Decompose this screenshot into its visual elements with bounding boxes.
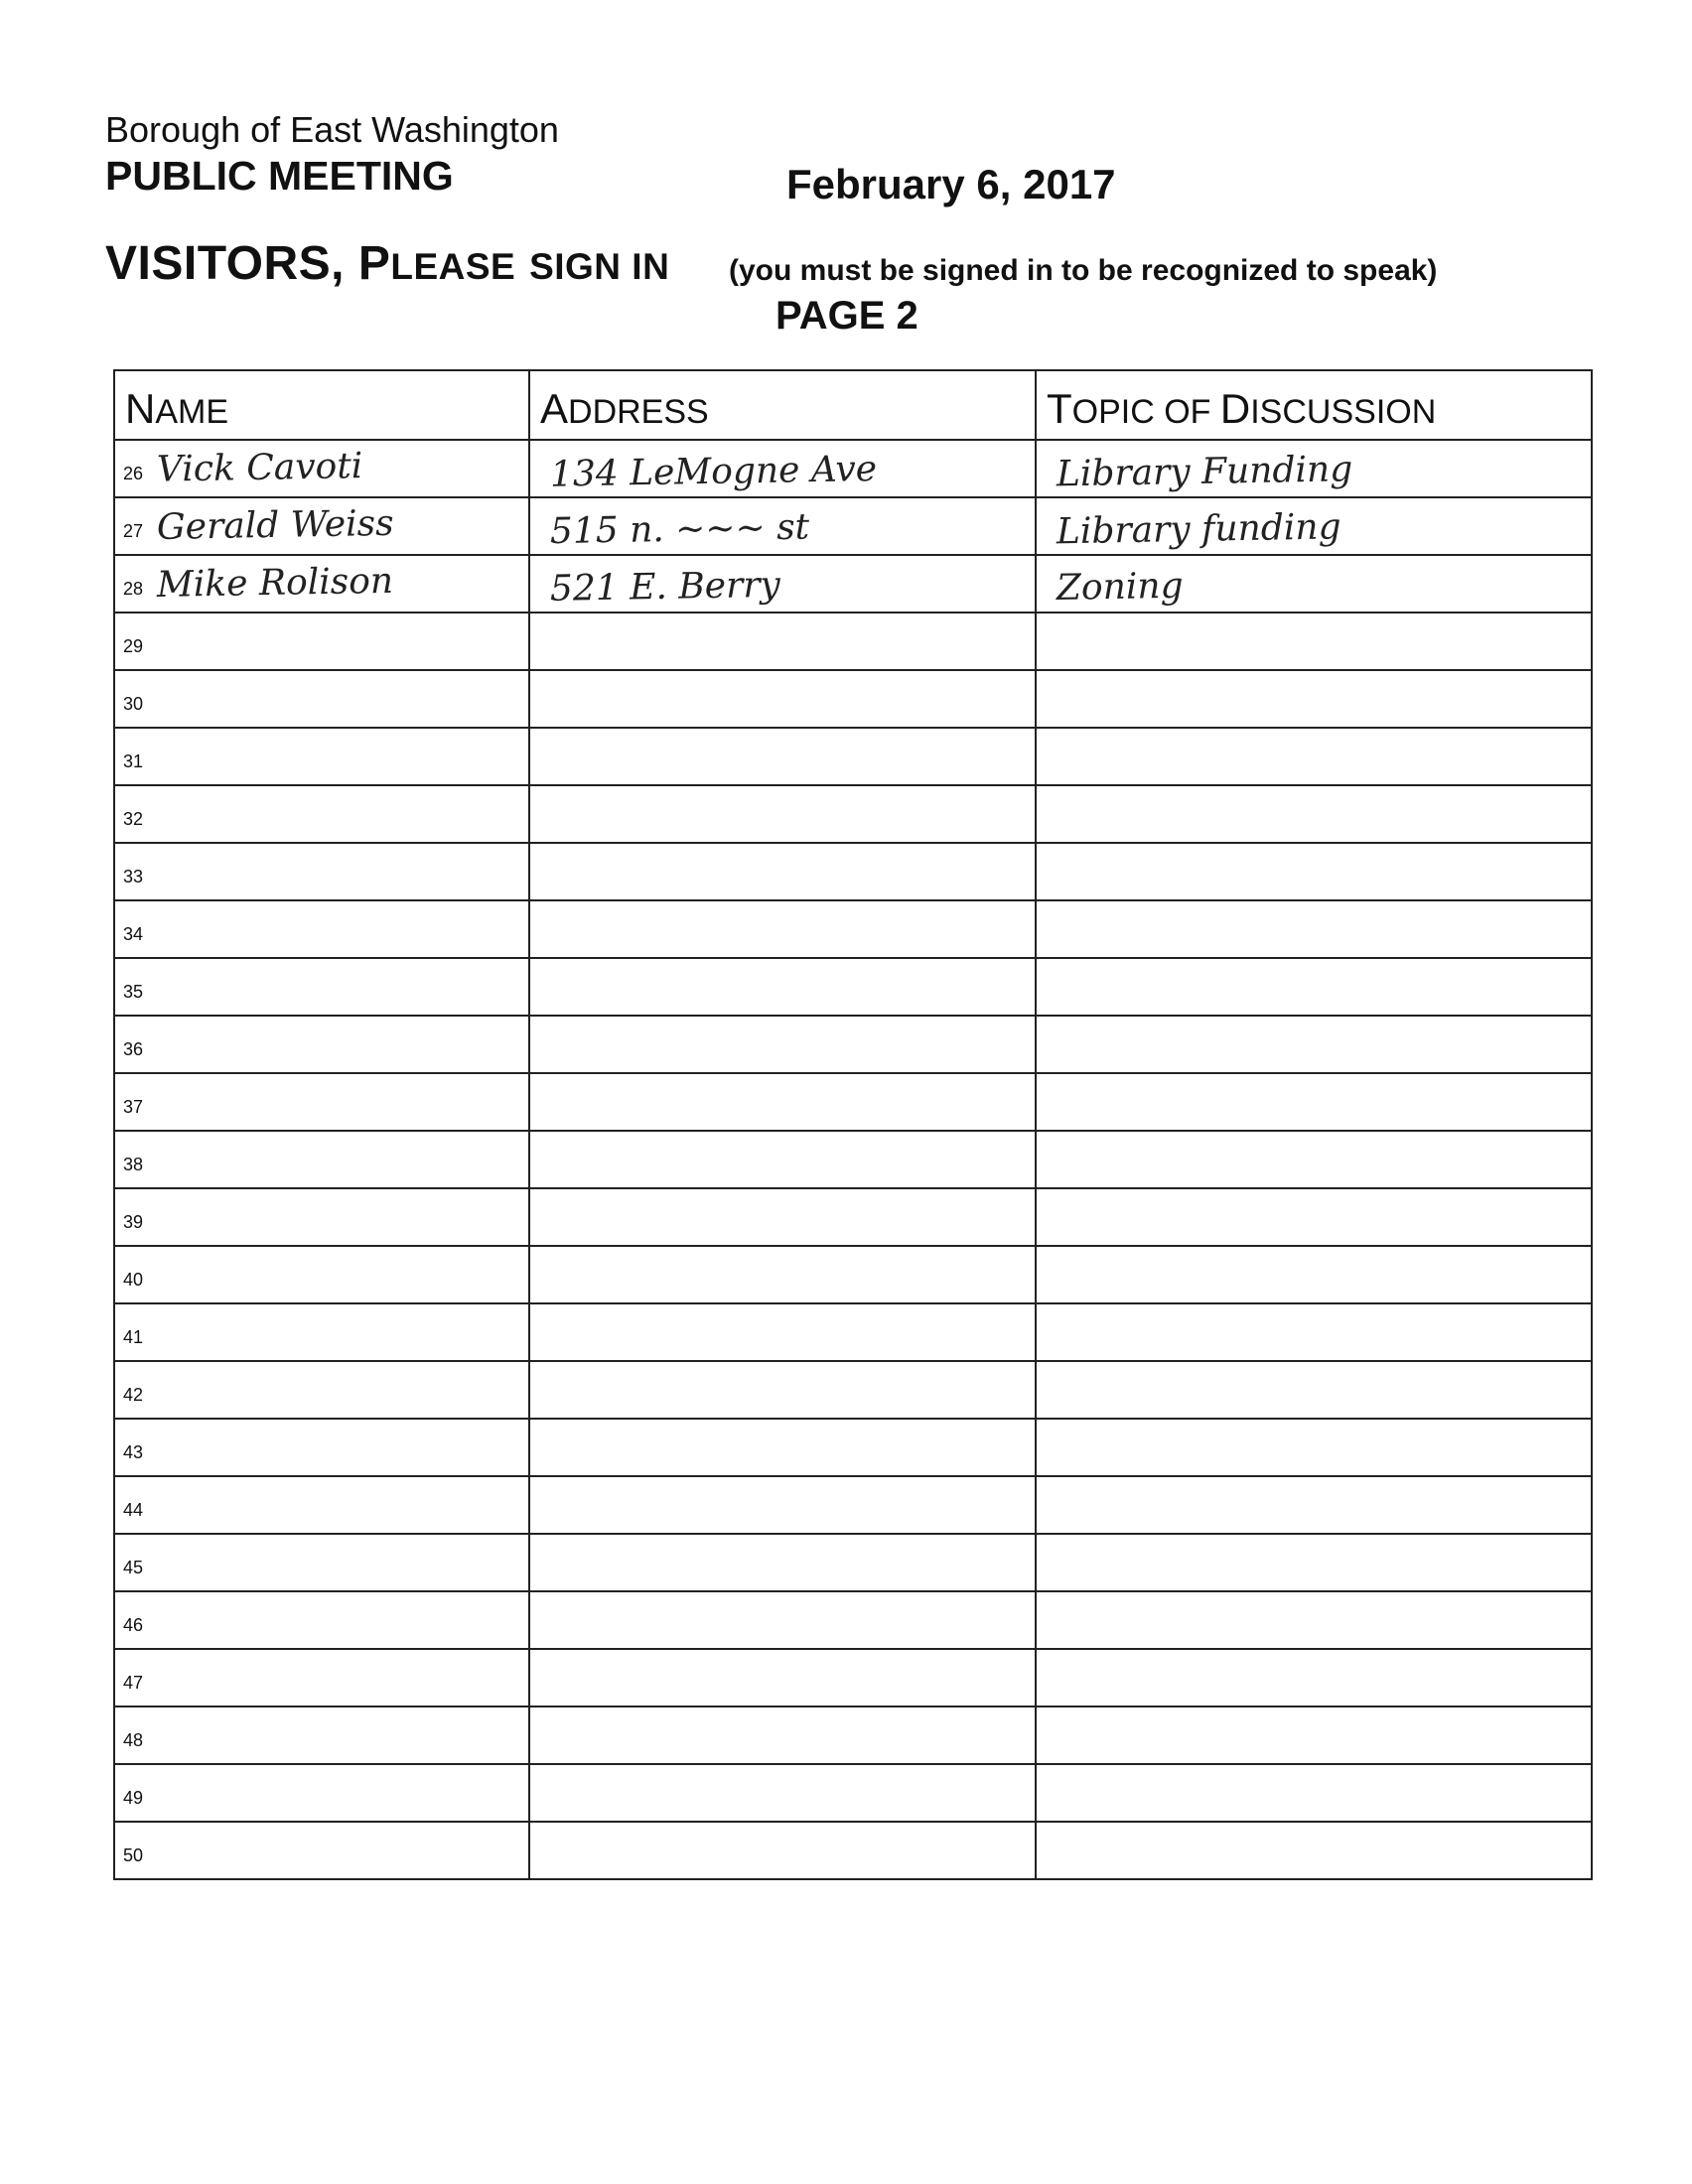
topic-cell [1036, 1706, 1592, 1764]
table-row [114, 1361, 1592, 1419]
meeting-date: February 6, 2017 [786, 161, 1116, 207]
topic-cell [1036, 613, 1592, 670]
name-cell [114, 1016, 529, 1073]
name-cell [114, 1303, 529, 1361]
visitor-name [143, 936, 157, 940]
row-number: 46 [123, 1615, 144, 1635]
visitor-topic [1037, 775, 1057, 779]
row-number: 49 [123, 1788, 144, 1808]
visitor-name [143, 1454, 157, 1458]
visitor-name [143, 1742, 157, 1746]
column-header-topic-rest-2: ISCUSSION [1250, 393, 1437, 431]
visitor-name [143, 994, 157, 998]
row-number: 38 [123, 1155, 144, 1174]
visitor-topic [1037, 1639, 1057, 1643]
row-number: 48 [123, 1730, 144, 1750]
table-row [114, 1188, 1592, 1246]
table-row [114, 613, 1592, 670]
table-row [114, 958, 1592, 1016]
visitor-address [530, 1869, 550, 1873]
topic-cell [1036, 1822, 1592, 1879]
visitor-name [143, 763, 157, 767]
address-cell [529, 1706, 1036, 1764]
visitor-topic [1037, 1812, 1057, 1816]
table-row [114, 843, 1592, 900]
visitor-topic [1037, 1697, 1057, 1701]
address-cell [529, 1649, 1036, 1706]
topic-cell [1036, 1188, 1592, 1246]
table-row [114, 900, 1592, 958]
name-cell [114, 1131, 529, 1188]
visitor-name [143, 1512, 157, 1516]
table-row [114, 1764, 1592, 1822]
row-number: 42 [123, 1385, 144, 1405]
name-cell [114, 670, 529, 728]
name-cell [114, 1073, 529, 1131]
visitor-address [530, 660, 550, 664]
address-cell [529, 1131, 1036, 1188]
row-number: 39 [123, 1212, 144, 1232]
topic-cell [1036, 1419, 1592, 1476]
table-row [114, 670, 1592, 728]
visitor-name: Vick Cavoti [156, 446, 363, 490]
visitor-name [143, 648, 157, 652]
topic-cell [1036, 843, 1592, 900]
address-cell [529, 1534, 1036, 1591]
name-cell [114, 1649, 529, 1706]
name-cell [114, 1534, 529, 1591]
visitor-topic: Library Funding [1056, 449, 1353, 495]
meeting-title: PUBLIC MEETING [105, 153, 454, 199]
visitor-address [530, 1121, 550, 1125]
visitor-address [530, 833, 550, 837]
visitor-topic [1037, 1121, 1057, 1125]
table-row [114, 1649, 1592, 1706]
row-number: 36 [123, 1039, 144, 1059]
address-cell [529, 1073, 1036, 1131]
visitor-topic [1037, 1409, 1057, 1413]
visitor-topic [1037, 948, 1057, 952]
column-header-topic-rest: OPIC OF [1071, 393, 1220, 431]
visitor-topic [1037, 1294, 1057, 1297]
visitor-name [143, 1857, 157, 1861]
column-header-name [114, 370, 529, 440]
topic-cell [1036, 670, 1592, 728]
table-row [114, 1131, 1592, 1188]
topic-cell [1036, 900, 1592, 958]
visitor-topic [1037, 1178, 1057, 1182]
topic-cell [1036, 1476, 1592, 1534]
visitor-address [530, 1006, 550, 1010]
row-number: 30 [123, 694, 144, 714]
visitor-address [530, 1236, 550, 1240]
visitor-address [530, 1466, 550, 1470]
address-cell [529, 1016, 1036, 1073]
address-cell [529, 440, 1036, 497]
name-cell [114, 613, 529, 670]
visitor-topic [1037, 1466, 1057, 1470]
name-cell [114, 900, 529, 958]
sign-in-heading-smallcaps: LEASE [390, 246, 516, 287]
address-cell [529, 1303, 1036, 1361]
visitor-topic [1037, 660, 1057, 664]
visitor-address [530, 1754, 550, 1758]
column-header-name-cap: N [125, 385, 156, 432]
visitor-name [143, 1570, 157, 1573]
name-cell [114, 1476, 529, 1534]
name-cell [114, 1591, 529, 1649]
table-row [114, 1303, 1592, 1361]
sign-in-rows [114, 440, 1592, 1879]
name-cell [114, 1822, 529, 1879]
name-cell [114, 440, 529, 497]
name-cell [114, 1361, 529, 1419]
column-header-topic [1036, 370, 1592, 440]
sign-in-heading-smallcaps-2: SIGN IN [529, 246, 670, 287]
visitor-address [530, 1063, 550, 1067]
name-cell [114, 555, 529, 613]
visitor-address: 521 E. Berry [549, 564, 781, 610]
row-number: 31 [123, 751, 144, 771]
visitor-topic [1037, 1581, 1057, 1585]
name-cell [114, 1706, 529, 1764]
topic-cell [1036, 497, 1592, 555]
visitor-address: 515 n. ~~~ st [549, 506, 810, 553]
name-cell [114, 958, 529, 1016]
visitor-topic: Library funding [1056, 506, 1341, 553]
visitor-address [530, 1639, 550, 1643]
visitor-name [143, 1166, 157, 1170]
address-cell [529, 1476, 1036, 1534]
topic-cell [1036, 1649, 1592, 1706]
row-number: 43 [123, 1442, 144, 1462]
page-number: PAGE 2 [776, 294, 918, 338]
visitor-name [143, 1685, 157, 1689]
name-cell [114, 785, 529, 843]
table-row [114, 440, 1592, 497]
visitor-address [530, 1409, 550, 1413]
column-header-address-rest: DDRESS [568, 393, 709, 431]
row-number: 47 [123, 1673, 144, 1693]
visitor-topic [1037, 890, 1057, 894]
topic-cell [1036, 785, 1592, 843]
visitor-address [530, 1581, 550, 1585]
visitor-topic: Zoning [1056, 565, 1184, 609]
visitor-address [530, 1178, 550, 1182]
row-number: 44 [123, 1500, 144, 1520]
table-row [114, 785, 1592, 843]
table-row [114, 1016, 1592, 1073]
address-cell [529, 785, 1036, 843]
visitor-name [143, 1627, 157, 1631]
visitor-address [530, 890, 550, 894]
row-number: 45 [123, 1558, 144, 1577]
visitor-address [530, 1697, 550, 1701]
visitor-name [143, 879, 157, 883]
address-cell [529, 1246, 1036, 1303]
table-row [114, 1591, 1592, 1649]
sign-in-heading-part: VISITORS, P [105, 237, 391, 290]
sign-in-heading-space [515, 237, 529, 290]
visitor-name [143, 1282, 157, 1286]
address-cell [529, 1764, 1036, 1822]
table-row [114, 1706, 1592, 1764]
visitor-name: Gerald Weiss [156, 502, 394, 548]
topic-cell [1036, 555, 1592, 613]
row-number: 34 [123, 924, 144, 944]
row-number: 27 [123, 521, 144, 541]
topic-cell [1036, 728, 1592, 785]
visitor-topic [1037, 718, 1057, 722]
topic-cell [1036, 1303, 1592, 1361]
table-row [114, 555, 1592, 613]
address-cell [529, 900, 1036, 958]
address-cell [529, 958, 1036, 1016]
visitor-name [143, 1051, 157, 1055]
name-cell [114, 1246, 529, 1303]
topic-cell [1036, 1591, 1592, 1649]
visitor-name [143, 1109, 157, 1113]
row-number: 37 [123, 1097, 144, 1117]
topic-cell [1036, 1016, 1592, 1073]
name-cell [114, 843, 529, 900]
table-row [114, 1073, 1592, 1131]
column-header-topic-cap-2: D [1219, 385, 1251, 432]
topic-cell [1036, 1361, 1592, 1419]
visitor-address: 134 LeMogne Ave [549, 448, 878, 495]
name-cell [114, 728, 529, 785]
name-cell [114, 497, 529, 555]
visitor-name [143, 1224, 157, 1228]
visitor-name [143, 706, 157, 710]
row-number: 28 [123, 579, 144, 599]
address-cell [529, 497, 1036, 555]
address-cell [529, 1361, 1036, 1419]
row-number: 41 [123, 1327, 144, 1347]
row-number: 40 [123, 1270, 144, 1290]
table-row [114, 1476, 1592, 1534]
visitor-address [530, 1351, 550, 1355]
row-number: 33 [123, 867, 144, 887]
column-header-address [529, 370, 1036, 440]
visitor-name [143, 821, 157, 825]
visitor-topic [1037, 1869, 1057, 1873]
organization-name: Borough of East Washington [105, 109, 559, 150]
address-cell [529, 728, 1036, 785]
address-cell [529, 843, 1036, 900]
visitor-name [143, 1397, 157, 1401]
column-header-name-rest: AME [155, 393, 229, 431]
address-cell [529, 555, 1036, 613]
row-number: 29 [123, 636, 144, 656]
topic-cell [1036, 1073, 1592, 1131]
table-row [114, 1419, 1592, 1476]
table-row [114, 1246, 1592, 1303]
topic-cell [1036, 1246, 1592, 1303]
table-row [114, 497, 1592, 555]
table-row [114, 1534, 1592, 1591]
address-cell [529, 1419, 1036, 1476]
visitor-address [530, 775, 550, 779]
visitor-address [530, 948, 550, 952]
table-row [114, 728, 1592, 785]
visitor-name [143, 1800, 157, 1804]
visitor-topic [1037, 1351, 1057, 1355]
row-number: 50 [123, 1845, 144, 1865]
address-cell [529, 1591, 1036, 1649]
visitor-topic [1037, 1524, 1057, 1528]
topic-cell [1036, 1131, 1592, 1188]
address-cell [529, 1822, 1036, 1879]
visitor-topic [1037, 1063, 1057, 1067]
name-cell [114, 1764, 529, 1822]
table-header-row [114, 370, 1592, 440]
name-cell [114, 1419, 529, 1476]
visitor-address [530, 1812, 550, 1816]
sign-in-table [113, 369, 1593, 1880]
address-cell [529, 670, 1036, 728]
topic-cell [1036, 958, 1592, 1016]
visitor-name [143, 1339, 157, 1343]
table-row [114, 1822, 1592, 1879]
visitor-topic [1037, 1006, 1057, 1010]
visitor-address [530, 1294, 550, 1297]
topic-cell [1036, 1764, 1592, 1822]
visitor-address [530, 1524, 550, 1528]
address-cell [529, 613, 1036, 670]
address-cell [529, 1188, 1036, 1246]
row-number: 35 [123, 982, 144, 1002]
visitor-topic [1037, 833, 1057, 837]
column-header-topic-cap: T [1047, 385, 1072, 432]
sign-in-heading [105, 236, 669, 291]
visitor-name: Mike Rolison [156, 560, 394, 606]
visitor-topic [1037, 1236, 1057, 1240]
column-header-address-cap: A [540, 385, 569, 432]
row-number: 26 [123, 464, 144, 483]
row-number: 32 [123, 809, 144, 829]
name-cell [114, 1188, 529, 1246]
topic-cell [1036, 1534, 1592, 1591]
topic-cell [1036, 440, 1592, 497]
visitor-topic [1037, 1754, 1057, 1758]
sign-in-note: (you must be signed in to be recognized to speak) [729, 254, 1438, 287]
visitor-address [530, 718, 550, 722]
